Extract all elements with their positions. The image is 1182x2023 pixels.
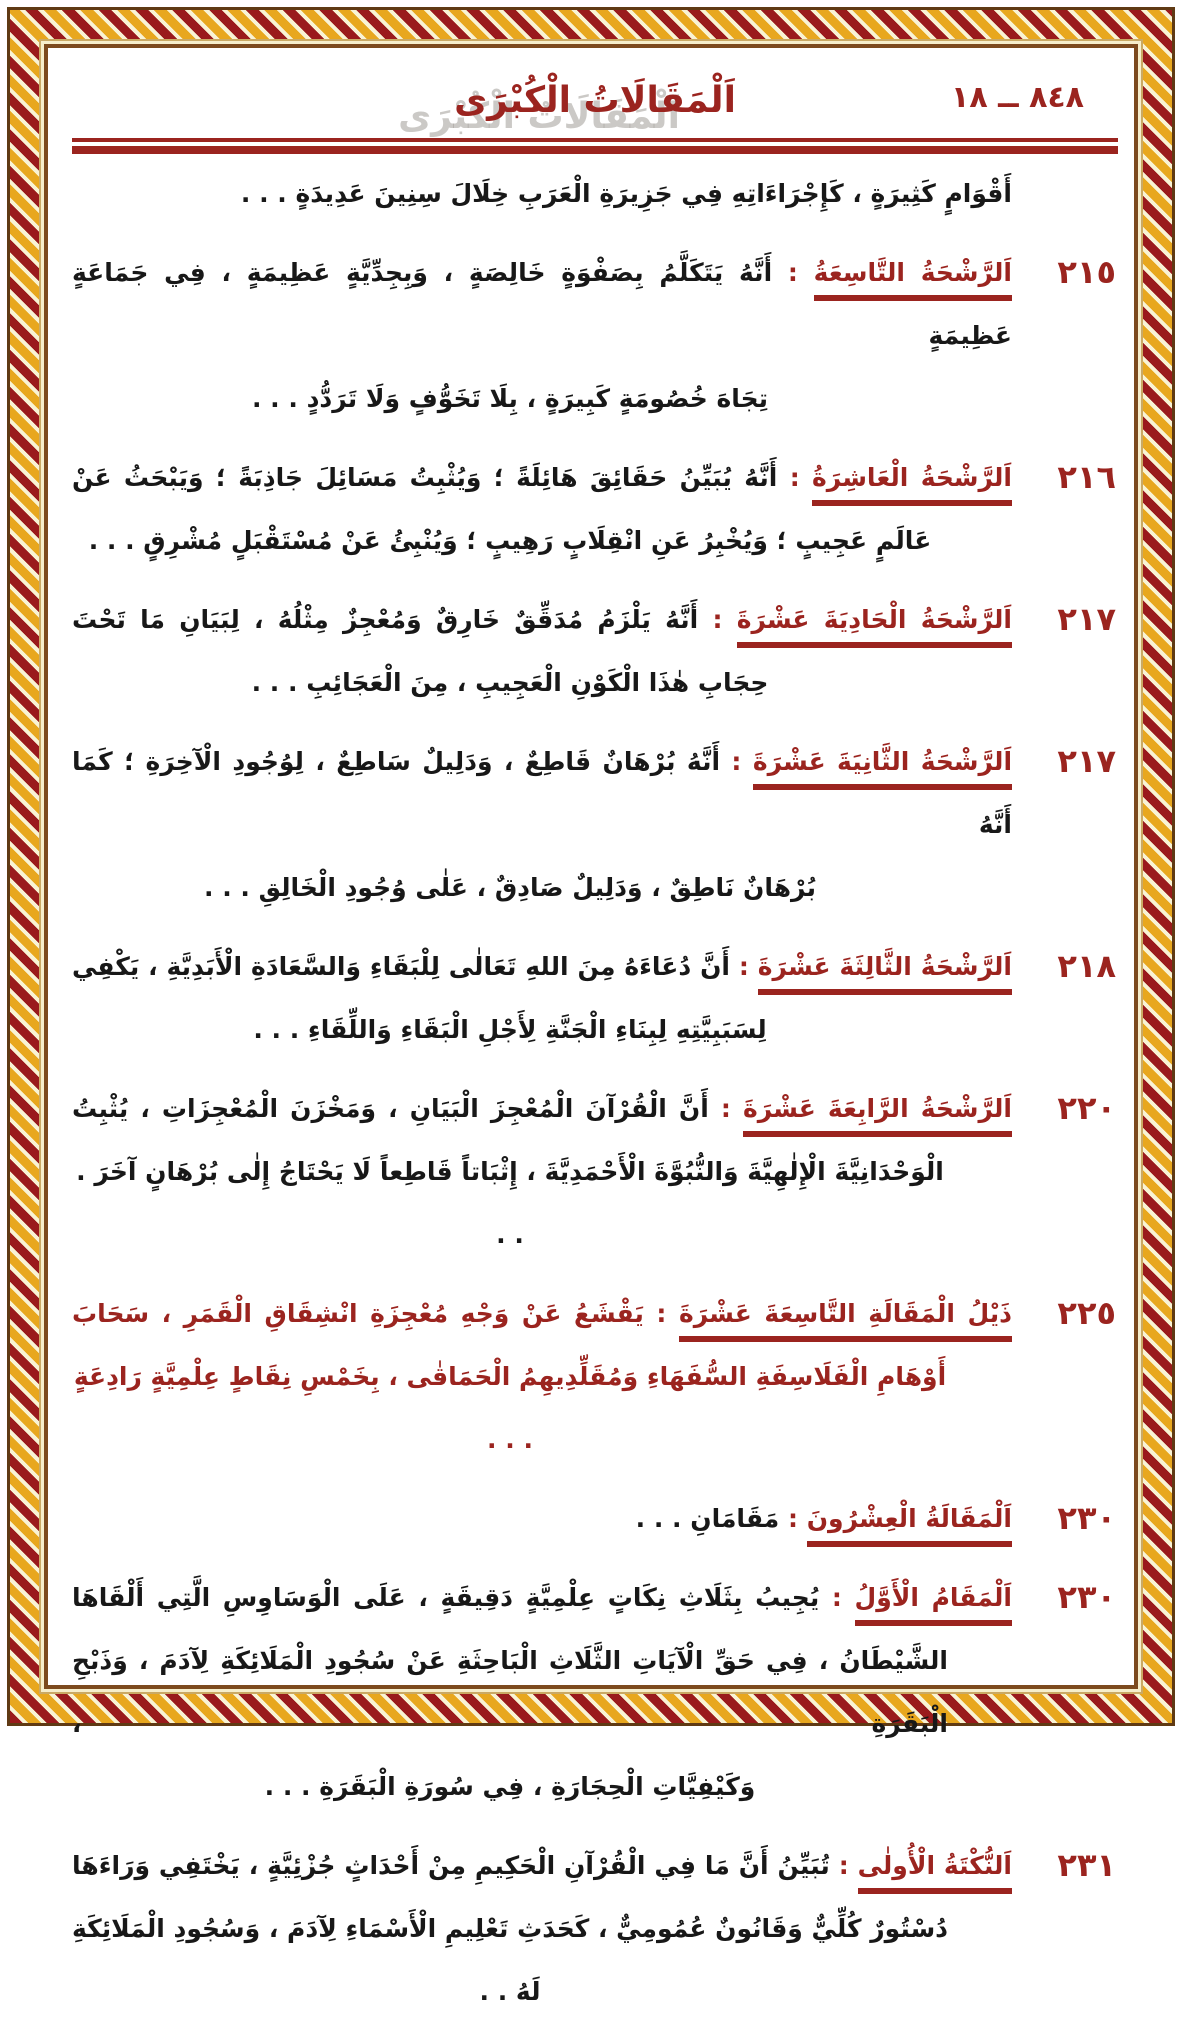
entry-continuation-line: عَالَمٍ عَجِيبٍ ؛ وَيُخْبِرُ عَنِ انْقِلَابٍ رَهِيبٍ ؛ وَيُنْبِئُ عَنْ مُسْتَقْبَلٍ مُشْرِقٍ . . .	[88, 526, 932, 555]
entry-continuation-line: دُسْتُورٌ كُلِّيٌّ وَقَانُونٌ عُمُومِيٌّ ، كَحَدَثِ تَعْلِيمِ الْأَسْمَاءِ لِآدَمَ ، وَسُجُودِ الْمَلَائِكَةِ لَهُ . .	[72, 1914, 948, 2006]
entry-colon: :	[777, 463, 813, 492]
entry-continuation-line: تِجَاهَ خُصُومَةٍ كَبِيرَةٍ ، بِلَا تَخَوُّفٍ وَلَا تَرَدُّدٍ . . .	[251, 384, 769, 413]
entry-row	[72, 446, 1116, 572]
entry-number: ٢٣٠	[1057, 1578, 1116, 1616]
entry-colon: :	[819, 1583, 855, 1612]
entry-first-line	[72, 935, 1012, 998]
entry-number: ٢١٥	[1057, 253, 1116, 291]
entry-text: تُبَيِّنُ أَنَّ مَا فِي الْقُرْآنِ الْحَكِيمِ مِنْ أَحْدَاثٍ جُزْئِيَّةٍ ، يَخْتَفِي وَرَاءَهَا	[72, 1851, 830, 1880]
entry-first-line	[72, 446, 1012, 509]
entry-number: ٢٢٠	[1057, 1089, 1116, 1127]
entry-number: ٢١٧	[1057, 742, 1116, 780]
entry-continuation-line: حِجَابِ هٰذَا الْكَوْنِ الْعَجِيبِ ، مِنَ الْعَجَائِبِ . . .	[251, 668, 769, 697]
entry-text: يُجِيبُ بِثَلَاثِ نِكَاتٍ عِلْمِيَّةٍ دَقِيقَةٍ ، عَلَى الْوَسَاوِسِ الَّتِي أَلْقَاهَا	[72, 1583, 820, 1612]
entry-colon: :	[698, 605, 737, 634]
entry-heading: اَلرَّشْحَةُ الْعَاشِرَةُ	[812, 463, 1012, 506]
content-sheet	[44, 44, 1138, 2006]
entry-row	[72, 935, 1116, 1061]
entry-colon: :	[729, 952, 758, 981]
entry-colon: :	[779, 1504, 807, 1533]
entry-heading: اَلرَّشْحَةُ الثَّانِيَةَ عَشْرَةَ	[753, 747, 1012, 790]
entry-first-line	[72, 588, 1012, 651]
entry-first-line	[72, 1487, 1012, 1550]
page-header	[72, 72, 1118, 130]
entry-number: ٢١٧	[1057, 600, 1116, 638]
entry-first-line	[72, 730, 1012, 856]
entry-text: مَقَامَانِ . . .	[635, 1504, 780, 1533]
entry-text: أَنَّهُ يَتَكَلَّمُ بِصَفْوَةٍ خَالِصَةٍ ، وَبِجِدِّيَّةٍ عَظِيمَةٍ ، فِي جَمَاعَةٍ عَظِيمَةٍ	[72, 258, 1012, 350]
page-content	[48, 48, 1134, 2006]
entry-row	[72, 241, 1116, 430]
header-divider	[72, 138, 1118, 154]
entry-text: أَنَّ دُعَاءَهُ مِنَ اللهِ تَعَالٰى لِلْبَقَاءِ وَالسَّعَادَةِ الْأَبَدِيَّةِ ، يَكْفِي	[72, 952, 730, 981]
entry-row	[72, 1282, 1116, 1471]
entry-row	[72, 1566, 1116, 1818]
page-number: ٨٤٨ ــ ١٨	[951, 80, 1084, 115]
entry-row	[72, 1487, 1116, 1550]
entry-text: أَنَّهُ بُرْهَانٌ قَاطِعٌ ، وَدَلِيلٌ سَاطِعٌ ، لِوُجُودِ الْآخِرَةِ ؛ كَمَا أَنَّهُ	[72, 747, 1012, 839]
entry-number: ٢١٦	[1057, 458, 1116, 496]
entries-list	[72, 162, 1118, 2023]
entry-colon: :	[720, 747, 753, 776]
entry-heading: اَلرَّشْحَةُ الرَّابِعَةَ عَشْرَةَ	[743, 1094, 1012, 1137]
entry-row	[72, 1077, 1116, 1266]
entry-colon: :	[772, 258, 814, 287]
entry-text: يَقْشَعُ عَنْ وَجْهِ مُعْجِزَةِ انْشِقَاقِ الْقَمَرِ ، سَحَابَ	[72, 1299, 644, 1328]
entry-first-line	[72, 1834, 1012, 1897]
page-title: اَلْمَقَالَاتُ الْكُبْرَى	[454, 80, 736, 121]
entry-heading: اَلنُّكْتَةُ الْأُولٰى	[858, 1851, 1012, 1894]
entry-colon: :	[708, 1094, 743, 1123]
entry-first-line	[72, 1077, 1012, 1140]
entry-text: أَنَّ الْقُرْآنَ الْمُعْجِزَ الْبَيَانِ ، وَمَخْزَنَ الْمُعْجِزَاتِ ، يُثْبِتُ	[72, 1094, 709, 1123]
entry-continuation-line: الْوَحْدَانِيَّةَ الْإِلٰهِيَّةَ وَالنُّبُوَّةَ الْأَحْمَدِيَّةَ ، إِثْبَاتاً قَاطِعاً لَا يَحْتَاجُ إِلٰى بُرْهَانٍ آخَرَ . . .	[76, 1157, 944, 1249]
entry-heading: اَلرَّشْحَةُ الثَّالِثَةَ عَشْرَةَ	[758, 952, 1012, 995]
entry-heading: اَلْمَقَامُ الْأَوَّلُ	[855, 1583, 1012, 1626]
entry-continuation-line: أَوْهَامِ الْفَلَاسِفَةِ السُّفَهَاءِ وَمُقَلِّدِيهِمُ الْحَمَاقٰى ، بِخَمْسِ نِقَاطٍ عِلْمِيَّةٍ رَادِعَةٍ . . .	[73, 1362, 947, 1454]
entry-row	[72, 1834, 1116, 2023]
entry-continuation-line: لِسَبَبِيَّتِهِ لِبِنَاءِ الْجَنَّةِ لِأَجْلِ الْبَقَاءِ وَاللِّقَاءِ . . .	[253, 1015, 767, 1044]
entry-continuation-line: الشَّيْطَانُ ، فِي حَقِّ الْآيَاتِ الثَّلَاثِ الْبَاحِثَةِ عَنْ سُجُودِ الْمَلَائِكَةِ لِآدَمَ ، وَذَبْحِ الْبَقَرَةِ ،	[72, 1646, 948, 1738]
entry-row	[72, 730, 1116, 919]
entry-continuation-line: بُرْهَانٌ نَاطِقٌ ، وَدَلِيلٌ صَادِقٌ ، عَلٰى وُجُودِ الْخَالِقِ . . .	[204, 873, 816, 902]
entry-heading: اَلرَّشْحَةُ التَّاسِعَةُ	[814, 258, 1012, 301]
entry-text: أَنَّهُ يُبَيِّنُ حَقَائِقَ هَائِلَةً ؛ وَيُثْبِتُ مَسَائِلَ جَاذِبَةً ؛ وَيَبْحَثُ عَنْ	[72, 463, 778, 492]
entry-number: ٢٢٥	[1057, 1294, 1116, 1332]
entry-number: ٢٣٠	[1057, 1499, 1116, 1537]
entry-row	[72, 588, 1116, 714]
entry-first-line	[72, 1282, 1012, 1345]
entry-continuation-line: وَكَيْفِيَّاتِ الْحِجَارَةِ ، فِي سُورَةِ الْبَقَرَةِ . . .	[264, 1772, 756, 1801]
entry-text: أَنَّهُ يَلْزَمُ مُدَقِّقٌ خَارِقٌ وَمُعْجِزٌ مِثْلُهُ ، لِبَيَانِ مَا تَحْتَ	[72, 605, 699, 634]
entry-number: ٢١٨	[1057, 947, 1116, 985]
entry-heading: اَلْمَقَالَةُ الْعِشْرُونَ	[807, 1504, 1012, 1547]
entry-first-line	[72, 1566, 1012, 1629]
entry-colon: :	[643, 1299, 679, 1328]
entry-heading: ذَيْلُ الْمَقَالَةِ التَّاسِعَةَ عَشْرَةَ	[679, 1299, 1012, 1342]
entry-first-line	[72, 241, 1012, 367]
entry-heading: اَلرَّشْحَةُ الْحَادِيَةَ عَشْرَةَ	[737, 605, 1012, 648]
entry-colon: :	[829, 1851, 858, 1880]
intro-line: أَقْوَامٍ كَثِيرَةٍ ، كَإِجْرَاءَاتِهِ فِي جَزِيرَةِ الْعَرَبِ خِلَالَ سِنِينَ عَدِيدَةٍ . . .	[240, 179, 1012, 208]
entry-number: ٢٣١	[1057, 1846, 1116, 1884]
